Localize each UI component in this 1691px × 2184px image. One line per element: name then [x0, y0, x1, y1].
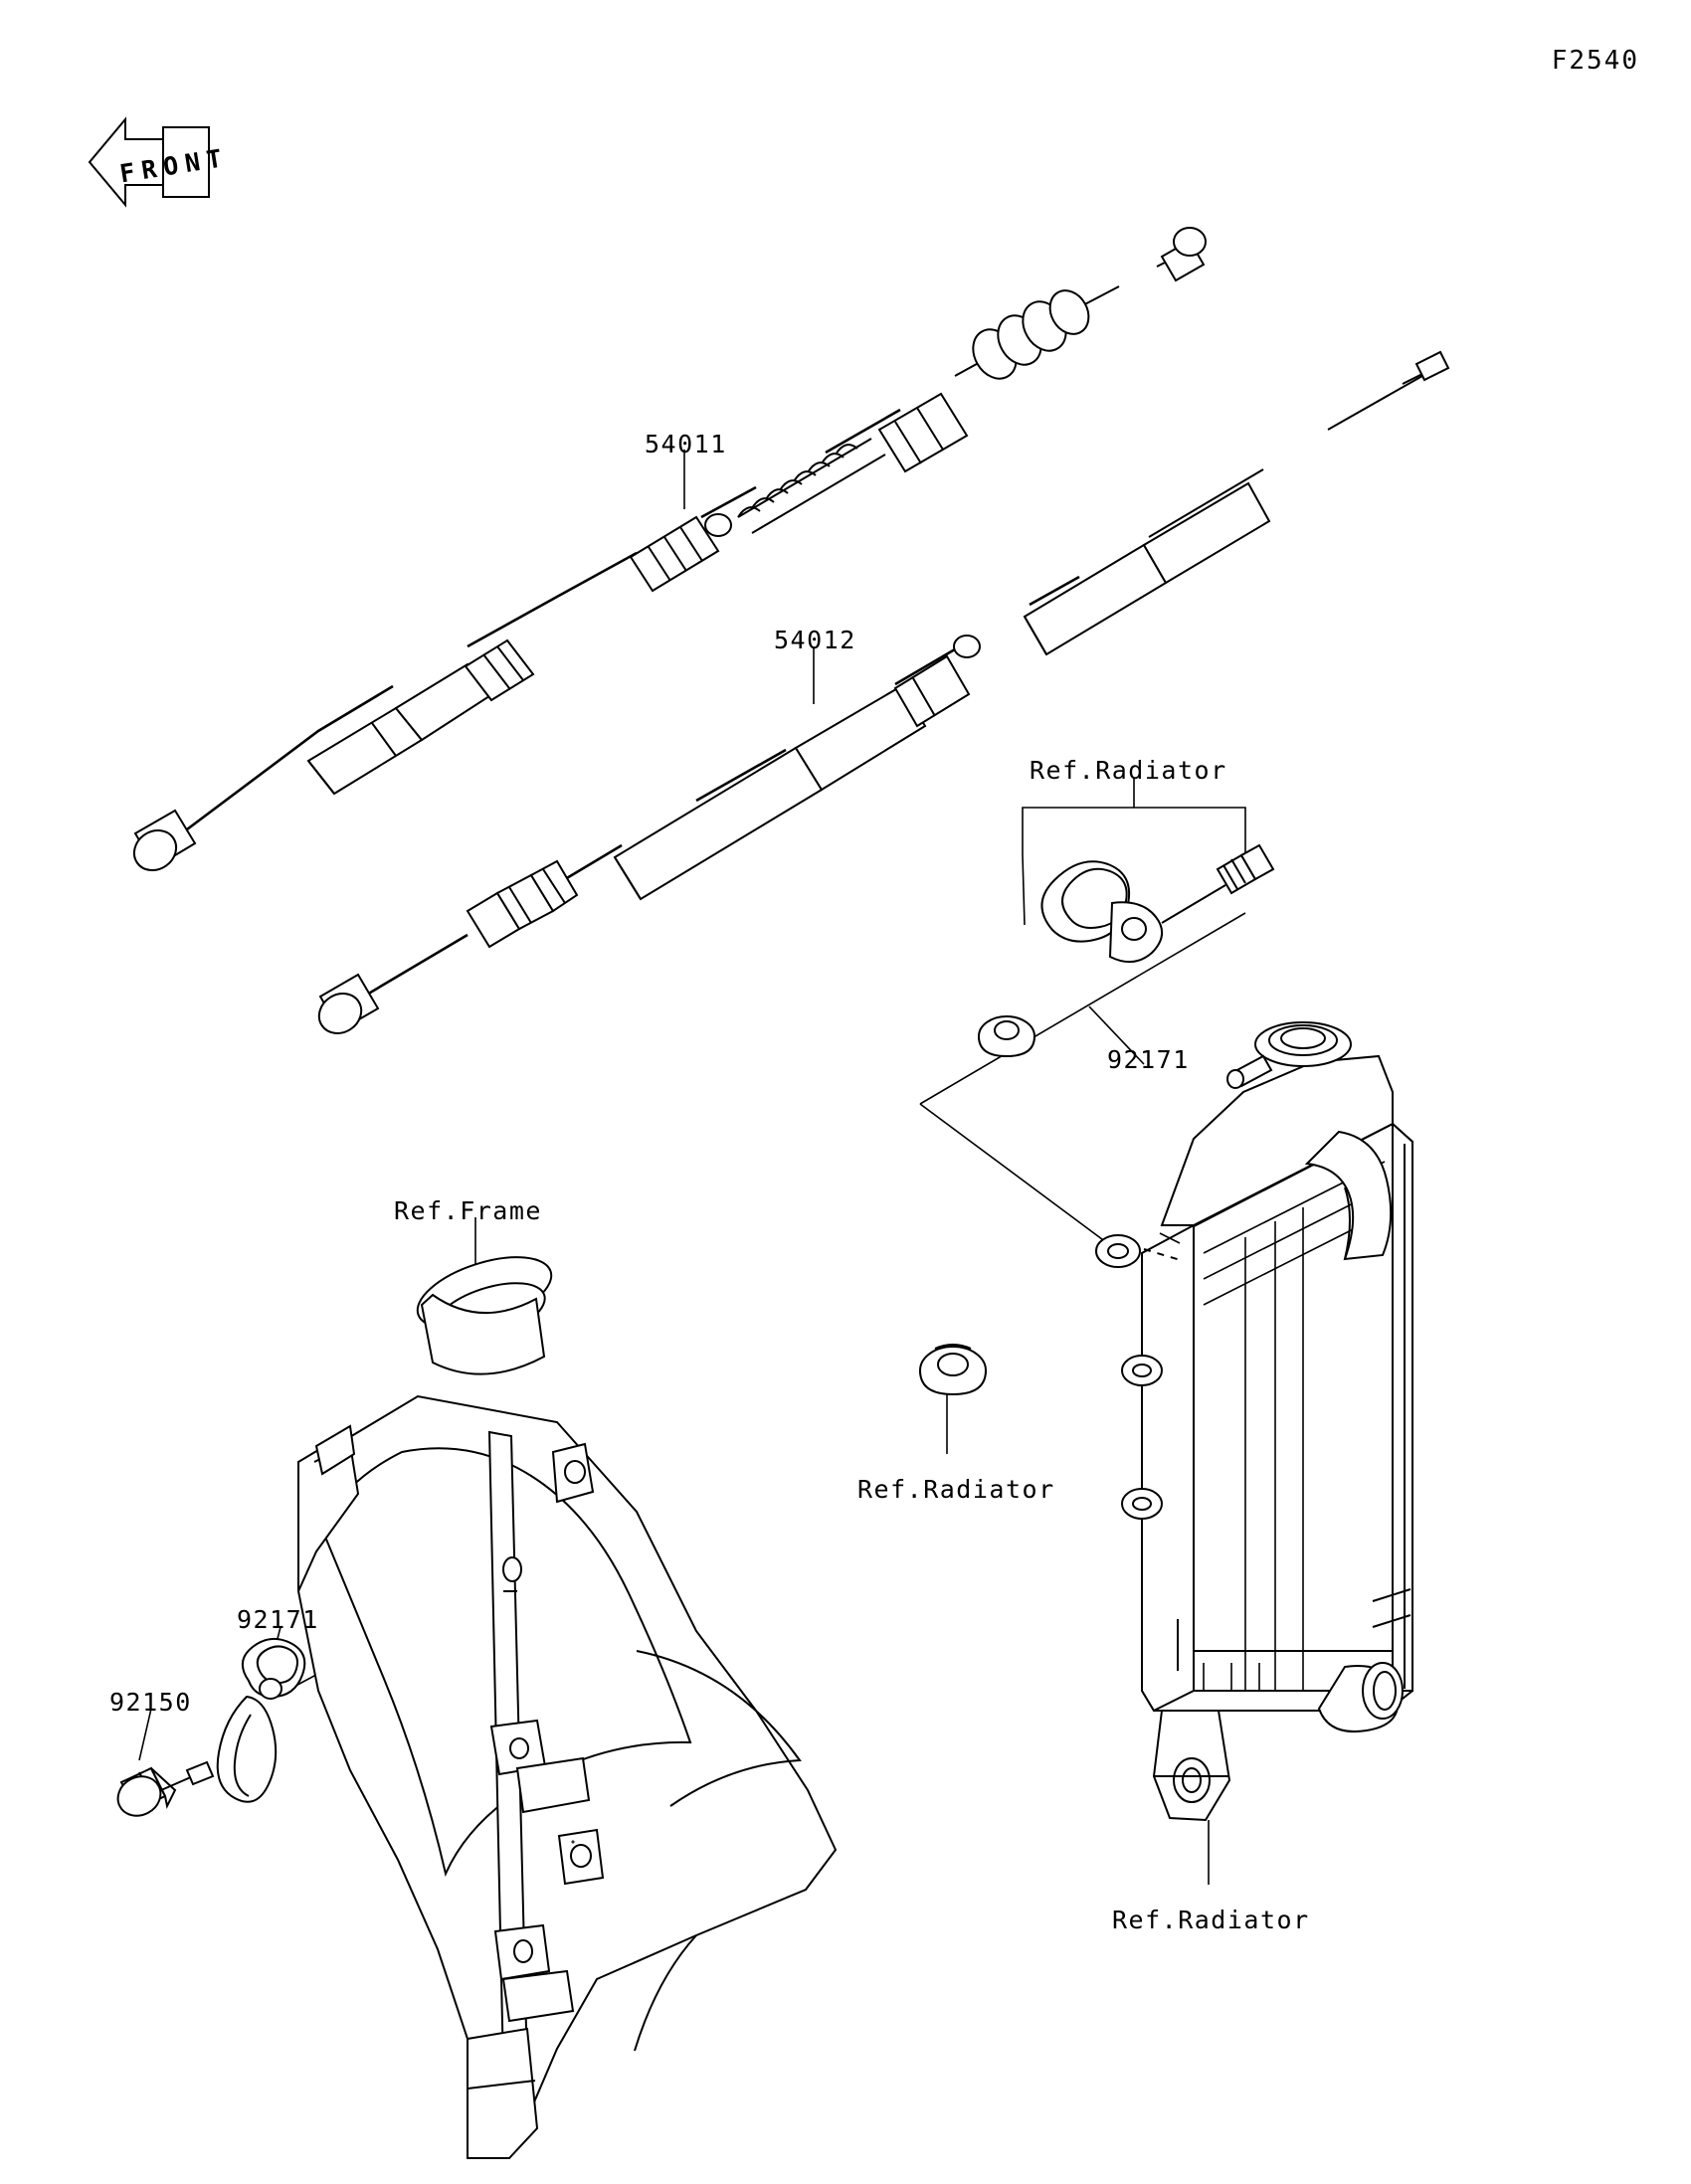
ref-label-radiator-middle: Ref.Radiator: [857, 1475, 1055, 1504]
ref-label-frame: Ref.Frame: [394, 1196, 542, 1225]
cable-54012-upper-taper: [1144, 483, 1269, 583]
cable-54011-barrel: [879, 394, 967, 471]
sheet-code-label: F2540: [1551, 46, 1639, 76]
part-label-92171-bottom: 92171: [237, 1605, 319, 1634]
cable-54011-adjuster: [631, 514, 731, 591]
radiator-bottom-bracket: [1154, 1711, 1229, 1820]
radiator-assembly: [1096, 1022, 1412, 1820]
part-label-92150: 92150: [109, 1688, 192, 1717]
cable-54012-adjuster: [468, 861, 577, 947]
part-label-54011: 54011: [645, 430, 727, 458]
clamp-92171-bottom: [218, 1639, 305, 1802]
bolt-92150: [111, 1762, 213, 1823]
cable-54012-upper-sleeve: [1025, 545, 1166, 654]
frame-head-tube: [409, 1243, 560, 1374]
part-label-54012: 54012: [774, 626, 856, 654]
cable-54011-lower-end: [126, 811, 195, 878]
grommet-top: [979, 1016, 1034, 1056]
grommet-middle: [920, 1345, 986, 1394]
cable-54011-sleeve-lower: [308, 708, 422, 794]
cable-54012-upper-tip: [1403, 352, 1448, 384]
frame-assembly: [298, 1243, 836, 2158]
part-label-92171-top: 92171: [1107, 1045, 1190, 1074]
ref-label-radiator-top: Ref.Radiator: [1030, 756, 1227, 785]
front-label: FRONT: [117, 142, 231, 189]
cable-54012-lower-end: [311, 975, 378, 1041]
cable-54012-sleeve: [615, 748, 822, 899]
clamp-bolt-top: [1162, 845, 1273, 923]
ref-label-radiator-bottom: Ref.Radiator: [1112, 1906, 1310, 1934]
cable-54011-bellows: [965, 283, 1096, 386]
cable-54011-upper-end: [1162, 228, 1206, 280]
cable-54011-spring: [738, 439, 885, 533]
